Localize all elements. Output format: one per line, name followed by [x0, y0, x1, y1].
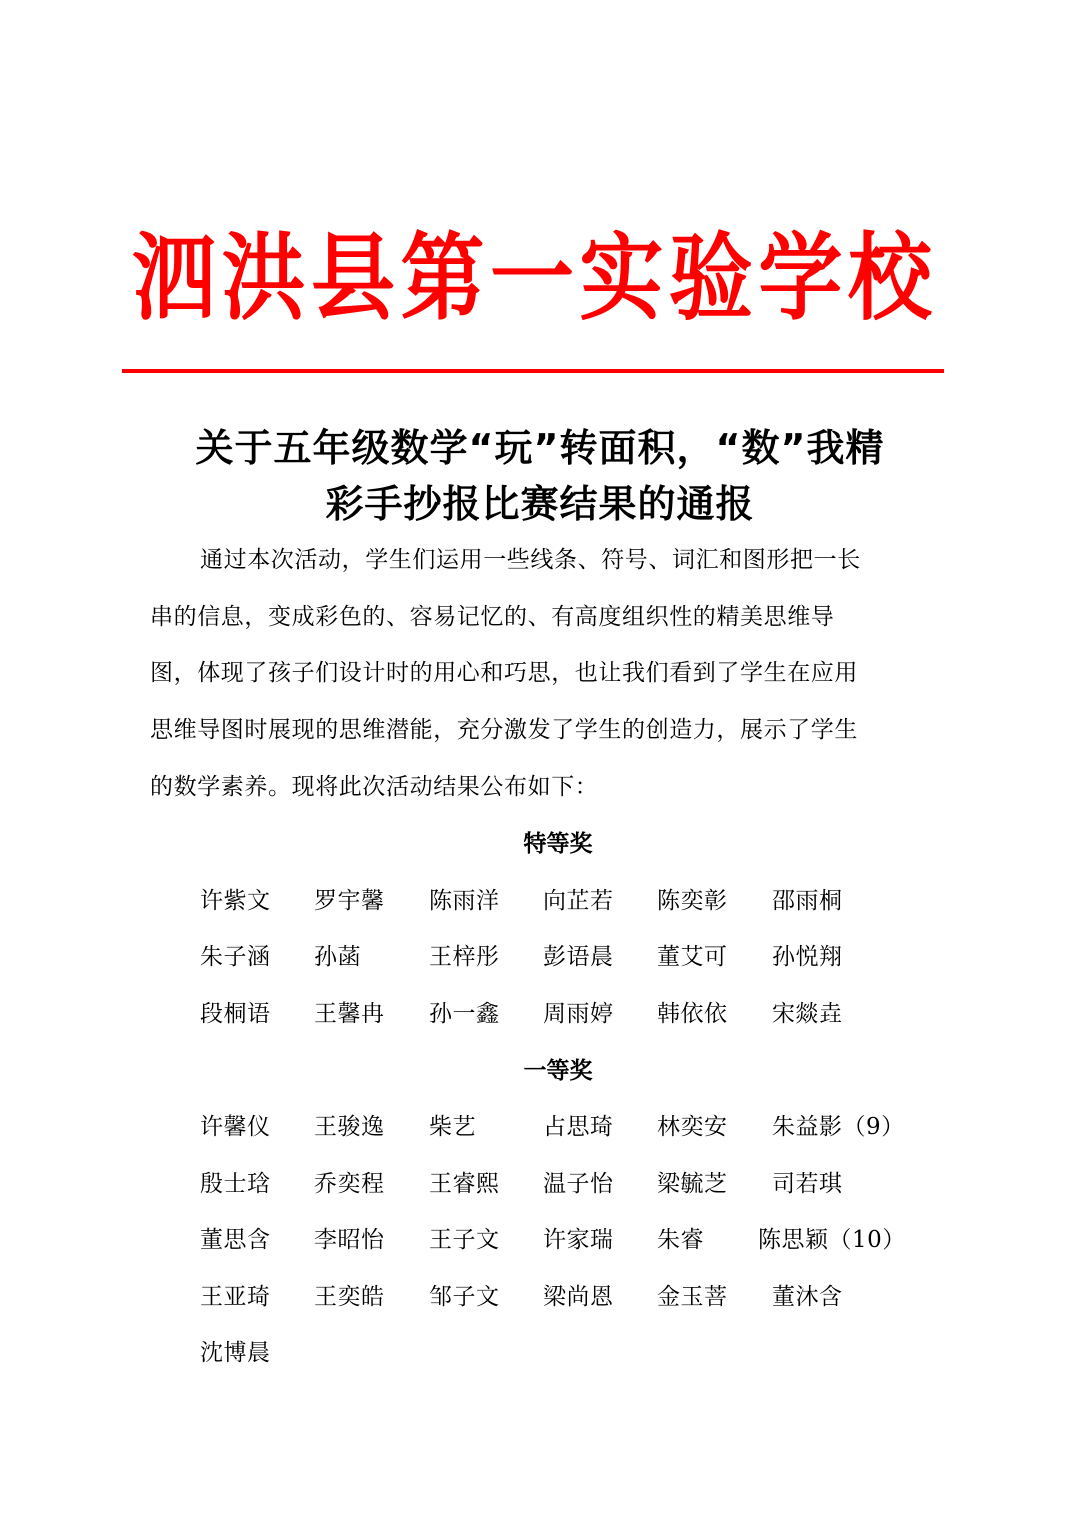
body-paragraph-line: 通过本次活动，学生们运用一些线条、符号、词汇和图形把一长 [200, 547, 861, 573]
document-title-line-2: 彩手抄报比赛结果的通报 [325, 482, 755, 526]
award-name: 许馨仪 [200, 1114, 271, 1140]
award-name: 沈博晨 [200, 1340, 271, 1366]
award-name: 陈奕彰 [657, 888, 728, 914]
award-name: 李昭怡 [314, 1227, 385, 1253]
award-name: 邹子文 [429, 1284, 500, 1310]
school-name-char: 学 [758, 223, 843, 333]
award-name: 彭语晨 [543, 944, 614, 970]
award-name: 孙一鑫 [429, 1001, 500, 1027]
award-name: 朱益影（9） [772, 1114, 905, 1140]
school-name-char: 验 [668, 223, 753, 333]
award-name: 韩依依 [657, 1001, 728, 1027]
award-name: 王奕皓 [314, 1284, 385, 1310]
award-name: 罗宇馨 [314, 888, 385, 914]
award-name: 许紫文 [200, 888, 271, 914]
award-name: 周雨婷 [543, 1001, 614, 1027]
award-name: 董思含 [200, 1227, 271, 1253]
award-name: 王亚琦 [200, 1284, 271, 1310]
award-name: 朱子涵 [200, 944, 271, 970]
award-name: 董艾可 [657, 944, 728, 970]
award-name: 朱睿 [657, 1227, 704, 1253]
award-name: 王骏逸 [314, 1114, 385, 1140]
body-paragraph-line: 思维导图时展现的思维潜能，充分激发了学生的创造力，展示了学生 [150, 717, 858, 743]
award-name: 许家瑞 [543, 1227, 614, 1253]
body-paragraph-line: 的数学素养。现将此次活动结果公布如下： [150, 774, 599, 800]
document-title-line-1: 关于五年级数学“玩”转面积，“数”我精 [195, 426, 885, 470]
award-name: 林奕安 [657, 1114, 728, 1140]
award-name: 柴艺 [429, 1114, 476, 1140]
school-name-char: 第 [400, 223, 485, 333]
body-paragraph-line: 图，体现了孩子们设计时的用心和巧思，也让我们看到了学生在应用 [150, 660, 858, 686]
school-name-char: 县 [310, 223, 395, 333]
award-name: 邵雨桐 [772, 888, 843, 914]
header-divider [122, 369, 944, 373]
school-name-char: 洪 [221, 223, 306, 333]
award-heading-first: 一等奖 [523, 1058, 593, 1084]
award-name: 乔奕程 [314, 1171, 385, 1197]
award-name: 王馨冉 [314, 1001, 385, 1027]
award-name: 占思琦 [543, 1114, 614, 1140]
award-name: 向芷若 [543, 888, 614, 914]
school-name-char: 实 [579, 223, 664, 333]
award-name: 金玉菩 [657, 1284, 728, 1310]
award-name: 温子怡 [543, 1171, 614, 1197]
award-name: 陈雨洋 [429, 888, 500, 914]
award-name: 董沐含 [772, 1284, 843, 1310]
award-name: 王睿熙 [429, 1171, 500, 1197]
award-name: 梁毓芝 [657, 1171, 728, 1197]
school-name-char: 一 [489, 223, 574, 333]
award-name: 王子文 [429, 1227, 500, 1253]
award-name: 孙悦翔 [772, 944, 843, 970]
award-heading-special: 特等奖 [523, 831, 593, 857]
award-name: 梁尚恩 [543, 1284, 614, 1310]
school-name-char: 泗 [132, 223, 217, 333]
award-name: 陈思颖（10） [758, 1227, 906, 1253]
award-name: 司若琪 [772, 1171, 843, 1197]
award-name: 殷士琀 [200, 1171, 271, 1197]
award-name: 宋燚垚 [772, 1001, 843, 1027]
body-paragraph-line: 串的信息，变成彩色的、容易记忆的、有高度组织性的精美思维导 [150, 604, 835, 630]
school-name-heading [132, 218, 932, 338]
award-name: 孙菡 [314, 944, 361, 970]
award-name: 段桐语 [200, 1001, 271, 1027]
school-name-char: 校 [847, 223, 932, 333]
award-name: 王梓彤 [429, 944, 500, 970]
